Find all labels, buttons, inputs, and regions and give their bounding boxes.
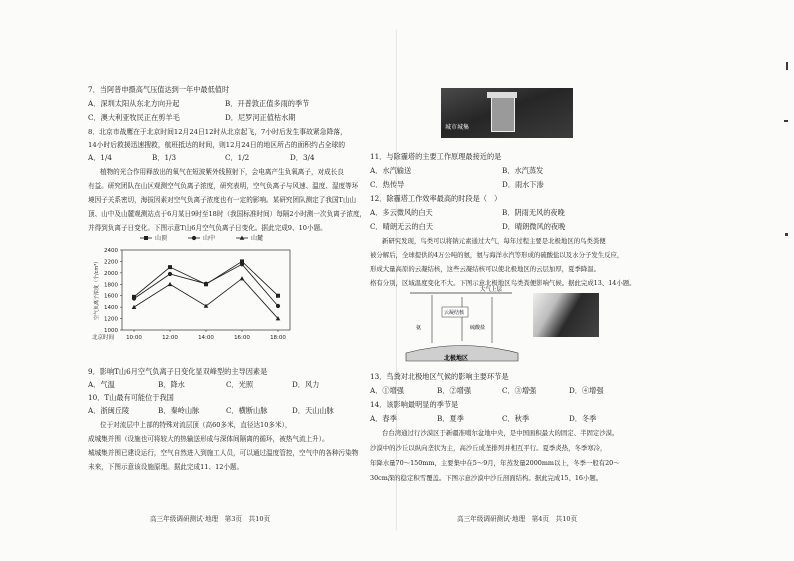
q7-option-b: B．开普敦正值多雨的季节 <box>225 99 310 108</box>
passage2-line3: 城城集并围已建设运行，空气自然进入到施工人员，可以通过温度管控，空气中的各种污染物 <box>88 449 359 457</box>
label-sulfate: 硫酸盐 <box>470 325 486 331</box>
q14-stem: 14．该影响最明显的季节是 <box>370 400 459 409</box>
y-tick-label: 1800 <box>104 282 118 289</box>
q10-option-b: B．秦岭山脉 <box>158 406 200 415</box>
q9-stem: 9．影响T山6月空气负离子日变化显双峰型的主导因素是 <box>88 367 268 376</box>
label-arctic-region: 北极地区 <box>444 355 469 362</box>
q12-option-d: D．晴朗微风的夜晚 <box>502 222 566 231</box>
passage2-line1: 位于对流层中上部的特殊对流层顶（高60多米，直径达10多米）， <box>100 421 292 429</box>
passage4-line1: 台台湾通过行沙漠区于新疆准噶尔盆地中央，是中国面积最大的固定、半固定沙漠。 <box>382 429 619 437</box>
passage1-line2: 有益。研究团队在山区观测空气负离子浓度，研究表明，空气负离子与风速、温度、湿度等环 <box>88 182 359 190</box>
label-upper-atmosphere: 大气上层 <box>480 287 503 293</box>
data-point-square <box>168 265 172 269</box>
q8-option-a: A．1/4 <box>88 153 112 162</box>
chart-axes <box>92 248 290 341</box>
q10-option-c: C．横断山脉 <box>226 406 268 415</box>
data-point-square <box>276 294 280 298</box>
x-tick-label: 12:00 <box>162 335 178 341</box>
q10-stem: 10．T山最有可能位于我国 <box>88 393 174 402</box>
q11-option-d: D．雨水下渗 <box>502 180 544 189</box>
data-point-triangle <box>168 282 173 286</box>
x-tick-label: 18:00 <box>270 335 286 341</box>
x-axis-label: 北京时间 <box>92 335 115 341</box>
data-point-triangle <box>132 305 137 309</box>
q9-option-a: A．气温 <box>88 380 115 389</box>
y-tick-label: 1000 <box>104 328 118 334</box>
passage1-line1: 植物的光合作用释放出的氧气在短波紫外线照射下，会电离产生负氧离子，对成长良 <box>100 168 344 176</box>
passage4-line3: 年降水量70～150mm，主要集中在5～9月，年蒸发量2000mm以上，冬季一般有20～ <box>370 459 620 467</box>
x-tick-label: 10:00 <box>126 335 142 341</box>
q14-option-d: D．冬季 <box>569 414 597 423</box>
q13-option-d: D．④增强 <box>569 386 604 395</box>
q7-option-a: A．深圳太阳从东北方向升起 <box>88 99 180 108</box>
data-point-circle <box>204 282 208 286</box>
q14-option-a: A．春季 <box>370 414 397 423</box>
q13-stem: 13．鸟粪对北极地区气候的影响主要环节是 <box>370 372 509 381</box>
q10-option-d: D．天山山脉 <box>292 406 334 415</box>
passage2-line4: 未来，下图示意该设施原理。据此完成11、12小题。 <box>88 463 244 471</box>
legend-label: 山中 <box>203 235 216 242</box>
negative-ion-line-chart <box>90 232 310 350</box>
legend-label: 山麓 <box>251 235 264 242</box>
q9-option-c: C．光照 <box>226 380 254 389</box>
q9-option-d: D．风力 <box>292 380 320 389</box>
y-tick-label: 1400 <box>104 305 118 312</box>
y-tick-label: 1600 <box>104 293 118 300</box>
y-tick-label: 1200 <box>104 316 118 323</box>
q7-option-d: D．尼罗河正值枯水期 <box>225 113 296 122</box>
data-point-circle <box>132 296 136 300</box>
q12-option-a: A．多云微风的白天 <box>370 208 433 217</box>
q8-stem-line2: 14小时后救援迅速搜救，航班抵达的时间，则12月24日的地区所占的面积约占全球的 <box>88 141 346 149</box>
right-page-footer: 高三年级调研测试·地理 第4页 共10页 <box>457 515 578 523</box>
y-axis-label: 空气负离子浓度（个/cm³） <box>94 258 100 320</box>
passage3-line4: 格有分別，区域温度变化不大。下图示意北极地区鸟类粪便影响气候。据此完成13、14小题。 <box>370 279 636 287</box>
left-page-footer: 高三年级调研测试·地理 第3页 共10页 <box>150 515 271 523</box>
passage1-line5: 并得到负离子日变化。下图示意T山6月空气负离子日变化。据此完成9、10小题。 <box>88 224 327 232</box>
tower-shape <box>491 96 515 132</box>
q12-option-b: B．阴雨无风的夜晚 <box>502 208 565 217</box>
data-point-triangle <box>240 276 245 280</box>
q8-stem-line1: 8．北京市战鹰在于北京时间12月24日12时从北京起飞，7小时后发生事故紧急降落， <box>88 128 347 136</box>
label-cloud: 云凝结核 <box>444 310 465 316</box>
q14-option-c: C．秋季 <box>502 414 530 423</box>
passage3-line1: 新研究发现，鸟类可以将钠元素通过大气，每年过程主要是北极地区的鸟类粪便 <box>382 237 606 245</box>
y-tick-label: 2400 <box>104 248 118 254</box>
arctic-photo <box>533 293 599 337</box>
data-point-circle <box>192 236 196 240</box>
passage4-line4: 30cm深的稳定积雪覆盖。下图示意沙漠中沙丘剖面结构。据此完成15、16小题。 <box>370 474 603 482</box>
passage1-line3: 境因子关系密切，海拔因素对空气负离子浓度也有一定的影响。某研究团队测定了我国T山山 <box>88 196 357 204</box>
data-point-circle <box>240 262 244 266</box>
chart-marks <box>132 259 281 320</box>
passage2-line2: 成城集并围（设施也可将较大的热输送形成与深体间隔离的循环，被热气流上升）。 <box>88 435 329 443</box>
q11-option-b: B．水汽蒸发 <box>502 166 544 175</box>
passage3-line3: 形成大量高原的云凝结核，这些云凝结核可以使北极地区的云层加厚，夏季降温。 <box>370 265 601 273</box>
label-ammonia: 氨 <box>416 325 422 331</box>
photo-caption: 城市城集 <box>445 124 470 131</box>
legend-label: 山顶 <box>155 235 168 242</box>
chart-legend <box>140 234 263 242</box>
haze-tower-photo <box>441 88 573 138</box>
q14-option-b: B．夏季 <box>437 414 464 423</box>
right-page <box>370 0 794 561</box>
data-point-circle <box>276 304 280 308</box>
passage1-line4: 顶、山中及山麓观测站点于6月某日9时至18时（我国标准时间）每隔2小时测一次负离子浓度， <box>88 210 367 218</box>
tower-top-shape <box>487 92 517 98</box>
q9-option-b: B．降水 <box>158 380 185 389</box>
y-tick-label: 2000 <box>104 270 118 277</box>
passage4-line2: 沙漠中的沙丘以纵向垄状为主，高沙丘成垄排列并相互平行。夏季炎热，冬季寒冷， <box>370 444 607 452</box>
q8-option-c: C．1/2 <box>225 153 250 162</box>
q13-option-b: B．②增强 <box>437 386 472 395</box>
q8-option-b: B．1/3 <box>152 153 177 162</box>
q7-option-c: C．澳大利亚牧民正在剪羊毛 <box>88 113 180 122</box>
q11-stem: 11．与除霾塔的主要工作原理最接近的是 <box>370 152 502 161</box>
x-tick-label: 14:00 <box>198 335 214 341</box>
q12-stem: 12．除霾塔工作效率最高的时段是（ ） <box>370 194 502 203</box>
q10-option-a: A．浙闽丘陵 <box>88 406 130 415</box>
arctic-bird-diagram <box>402 283 520 363</box>
q11-option-c: C．热传导 <box>370 180 405 189</box>
series-line-square <box>134 261 278 296</box>
q12-option-c: C．晴朗无云的白天 <box>370 222 434 231</box>
q11-option-a: A．水汽输送 <box>370 166 412 175</box>
q8-option-d: D．3/4 <box>290 153 315 162</box>
q13-option-c: C．③增强 <box>502 386 537 395</box>
data-point-square <box>144 236 148 240</box>
q13-option-a: A．①增强 <box>370 386 404 395</box>
x-tick-label: 16:00 <box>234 335 250 341</box>
data-point-circle <box>168 272 172 276</box>
y-tick-label: 2200 <box>104 259 118 266</box>
passage3-line2: 被分解后，全球提供的4万公吨的氨，氨与海洋水汽等形成的硫酸盐以及水分子发生反应， <box>370 251 624 259</box>
q7-stem: 7．当阿普申摄高气压值达到一年中最低值时 <box>88 85 230 94</box>
